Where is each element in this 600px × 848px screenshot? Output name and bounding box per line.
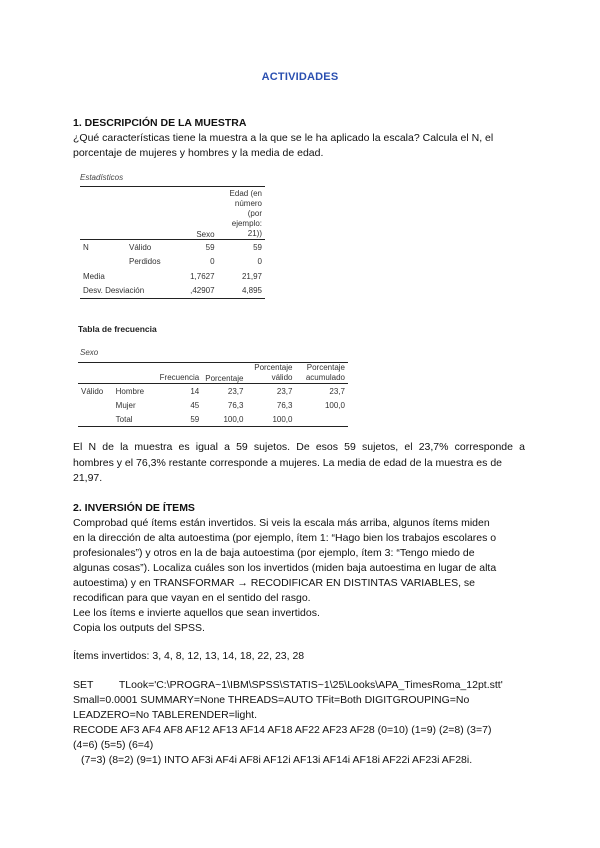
syntax-line6: (7=3) (8=2) (9=1) INTO AF3i AF4i AF8i AF12i AF13i AF14i AF18i AF22i AF23i AF28i. [81, 754, 473, 766]
freq-col-porcentaje-acumulado: Porcentaje acumulado [295, 363, 348, 384]
freq-row-total: Total 59 100,0 100,0 [78, 412, 348, 427]
freq-header-row [78, 363, 348, 384]
stats-row-media: Media 1,7627 21,97 [83, 271, 262, 281]
section1-question-line1: ¿Qué características tiene la muestra a la que se le ha aplicado la escala? Calcula el N, el [73, 132, 494, 144]
syntax-line1: SET TLook='C:\PROGRA~1\IBM\SPSS\STATIS~1\25\Looks\APA_TimesRoma_12pt.stt' [73, 679, 503, 691]
freq-col-porcentaje-valido: Porcentaje válido [246, 363, 295, 384]
stats-row-desviacion: Desv. Desviación ,42907 4,895 [80, 284, 265, 299]
section1-question-line2: porcentaje de mujeres y hombres y la media de edad. [73, 147, 324, 159]
stats-col-edad: Edad (en número (por ejemplo: 21)) [218, 187, 265, 240]
section2-line6: recodifican para que vayan en el sentido del rasgo. [73, 592, 311, 604]
section2-line2: en la dirección de alta autoestima (por ejemplo, ítem 1: “Hago bien los trabajos escolares o [73, 532, 497, 544]
statistics-table [80, 186, 265, 299]
section2-line5: autoestima) y en TRANSFORMAR → RECODIFICAR EN DISTINTAS VARIABLES, se [73, 577, 476, 589]
syntax-line2: Small=0.0001 SUMMARY=None THREADS=AUTO TFit=Both DIGITGROUPING=No [73, 694, 470, 706]
section1-answer-line1: El N de la muestra es igual a 59 sujetos. De esos 59 sujetos, el 23,7% corresponde a [73, 441, 525, 453]
stats-header-row [80, 187, 265, 240]
section1-answer-line2: hombres y el 76,3% restante corresponde a mujeres. La media de edad de la muestra es de [73, 457, 502, 469]
freq-col-frecuencia: Frecuencia [157, 363, 203, 384]
section2-heading: 2. INVERSIÓN DE ÍTEMS [73, 502, 195, 514]
freq-col-porcentaje: Porcentaje [202, 363, 246, 384]
frequency-table [78, 362, 348, 427]
stats-col-sexo: Sexo [180, 187, 218, 240]
stats-table-caption: Estadísticos [80, 173, 124, 182]
frequency-table-title: Tabla de frecuencia [78, 324, 157, 334]
stats-row-n: N Válido 59 59 [83, 242, 262, 252]
freq-row-hombre: Válido Hombre 14 23,7 23,7 23,7 [81, 386, 345, 396]
freq-row-mujer: Mujer 45 76,3 76,3 100,0 [115, 400, 345, 410]
section1-answer-line3: 21,97. [73, 472, 103, 484]
section2-line3: profesionales”) y otros en la de baja autoestima (por ejemplo, ítem 3: “Tengo miedo de [73, 547, 475, 559]
section2-line4: algunas cosas”). Localiza cuáles son los invertidos (miden baja autoestima en lugar de alta [73, 562, 497, 574]
syntax-line4: RECODE AF3 AF4 AF8 AF12 AF13 AF14 AF18 AF22 AF23 AF28 (0=10) (1=9) (2=8) (3=7) [73, 724, 492, 736]
inverted-items-line: Ítems invertidos: 3, 4, 8, 12, 13, 14, 18, 22, 23, 28 [73, 650, 305, 662]
syntax-line5: (4=6) (5=5) (6=4) [73, 739, 154, 751]
page-title: ACTIVIDADES [261, 71, 339, 83]
section2-line7: Lee los ítems e invierte aquellos que sean invertidos. [73, 607, 320, 619]
section2-line8: Copia los outputs del SPSS. [73, 622, 205, 634]
section1-heading: 1. DESCRIPCIÓN DE LA MUESTRA [73, 117, 247, 129]
stats-row-perdidos: Perdidos 0 0 [129, 257, 262, 267]
section2-line1: Comprobad qué ítems están invertidos. Si veis la escala más arriba, algunos ítems miden [73, 517, 490, 529]
syntax-line3: LEADZERO=No TABLERENDER=light. [73, 709, 258, 721]
freq-table-caption: Sexo [80, 348, 99, 357]
